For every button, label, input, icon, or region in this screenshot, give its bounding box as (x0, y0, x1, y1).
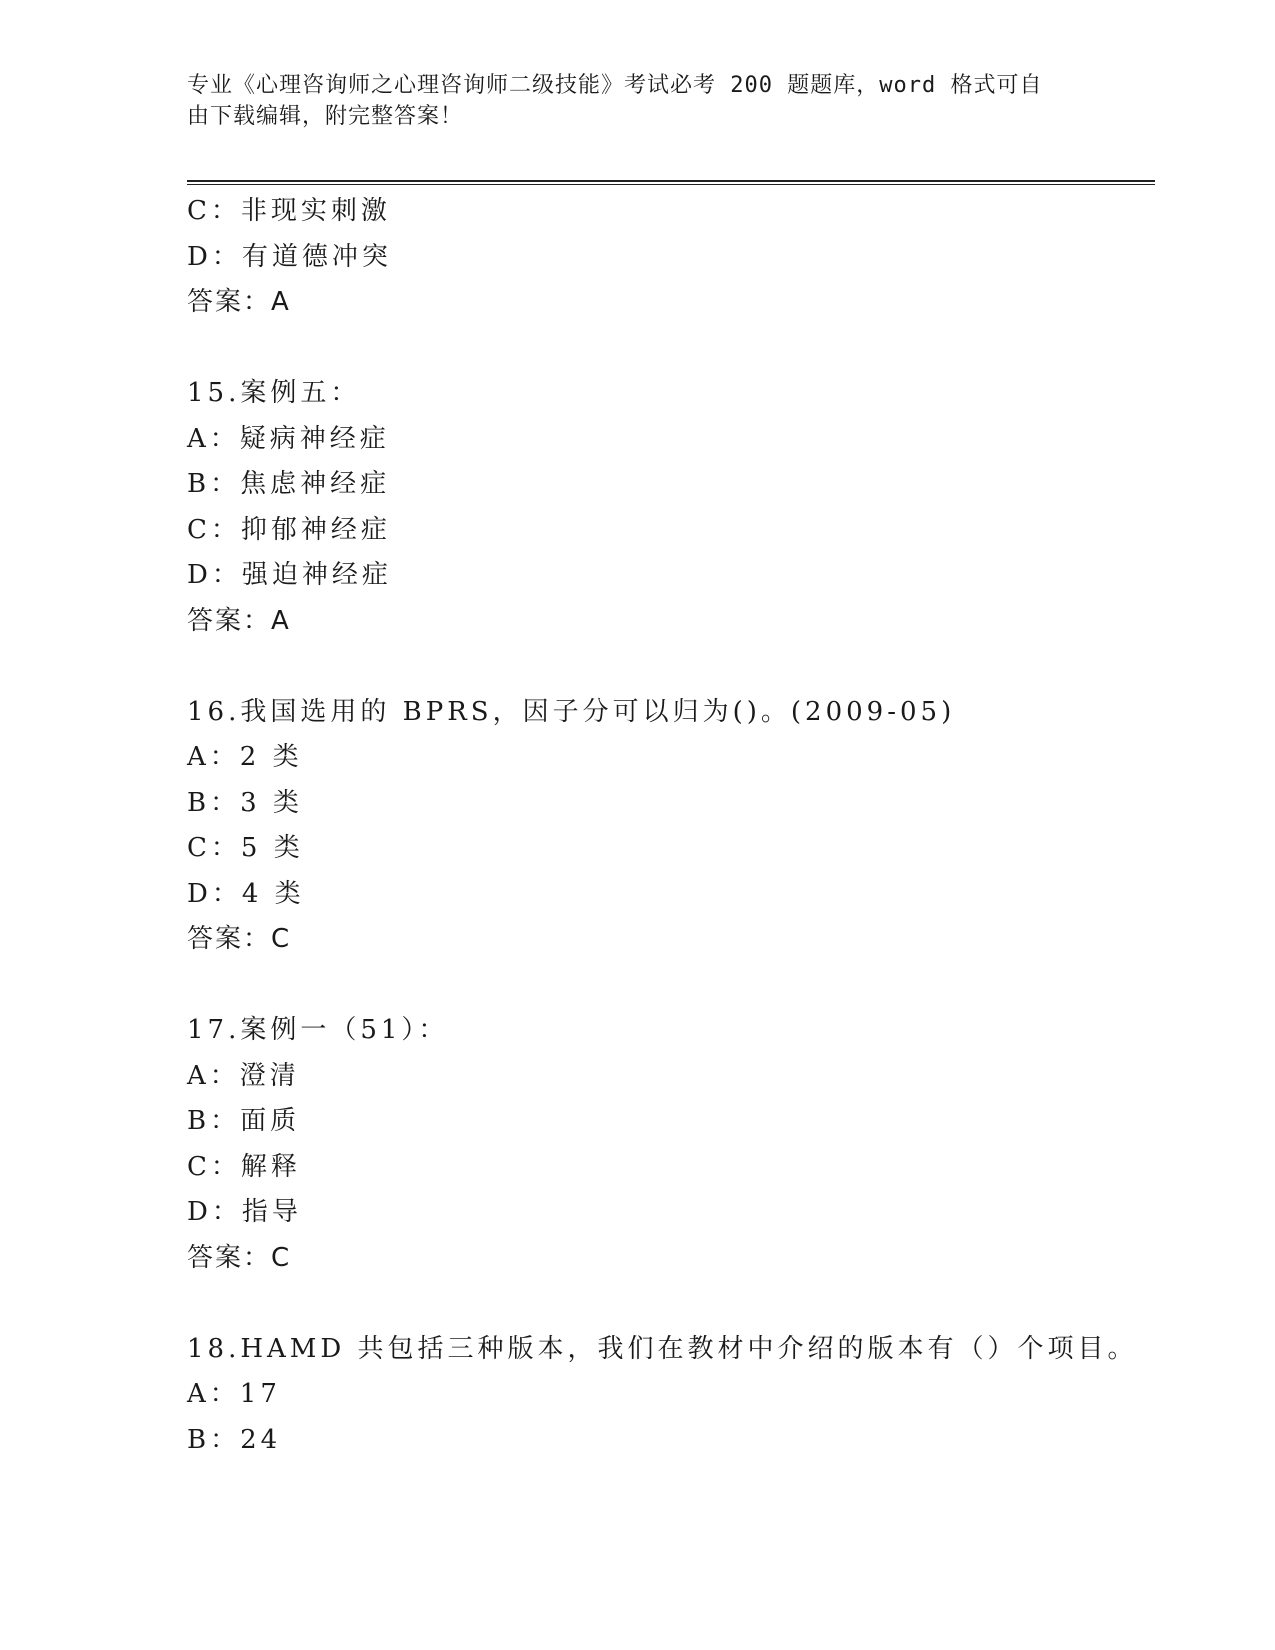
answer-line: 答案：C (187, 924, 292, 954)
spacer (187, 644, 1155, 690)
option-a: A：澄清 (187, 1060, 300, 1091)
spacer (187, 963, 1155, 1009)
question-text: 16.我国选用的 BPRS，因子分可以归为()。(2009-05) (187, 696, 956, 727)
question-block (187, 1008, 1155, 1281)
option-a: A：疑病神经症 (187, 423, 390, 454)
option-c: C：5 类 (187, 833, 304, 863)
option-d: D：指导 (187, 1197, 302, 1227)
answer-line: 答案：A (187, 287, 291, 317)
header-line-1: 专业《心理咨询师之心理咨询师二级技能》考试必考 200 题题库，word 格式可自 (187, 73, 1043, 98)
option-a: A：2 类 (187, 742, 303, 772)
question-text: 18.HAMD 共包括三种版本，我们在教材中介绍的版本有（）个项目。 (187, 1333, 1138, 1364)
spacer (187, 326, 1155, 372)
document-header (187, 70, 1067, 132)
option-c: C：解释 (187, 1151, 301, 1182)
option-b: B：焦虑神经症 (187, 469, 391, 499)
question-block (187, 690, 1155, 963)
header-divider-thin (187, 184, 1155, 185)
option-b: B：面质 (187, 1106, 301, 1136)
option-a: A：17 (187, 1379, 281, 1409)
option-d: D：强迫神经症 (187, 560, 392, 590)
question-text: 17.案例一（51）： (187, 1015, 449, 1045)
question-list (187, 189, 1155, 1463)
question-block (187, 1327, 1155, 1464)
option-b: B：3 类 (187, 787, 303, 818)
option-c: C：抑郁神经症 (187, 514, 391, 545)
option-d: D：4 类 (187, 878, 305, 909)
spacer (187, 1281, 1155, 1327)
option-d: D：有道德冲突 (187, 241, 392, 272)
question-block (187, 371, 1155, 644)
question-text: 15.案例五： (187, 378, 361, 408)
question-block (187, 189, 1155, 326)
header-line-2: 由下载编辑，附完整答案！ (187, 104, 464, 129)
option-c: C：非现实刺激 (187, 196, 391, 226)
header-divider (187, 180, 1155, 182)
option-b: B：24 (187, 1424, 282, 1455)
answer-line: 答案：C (187, 1242, 292, 1273)
answer-line: 答案：A (187, 605, 291, 636)
